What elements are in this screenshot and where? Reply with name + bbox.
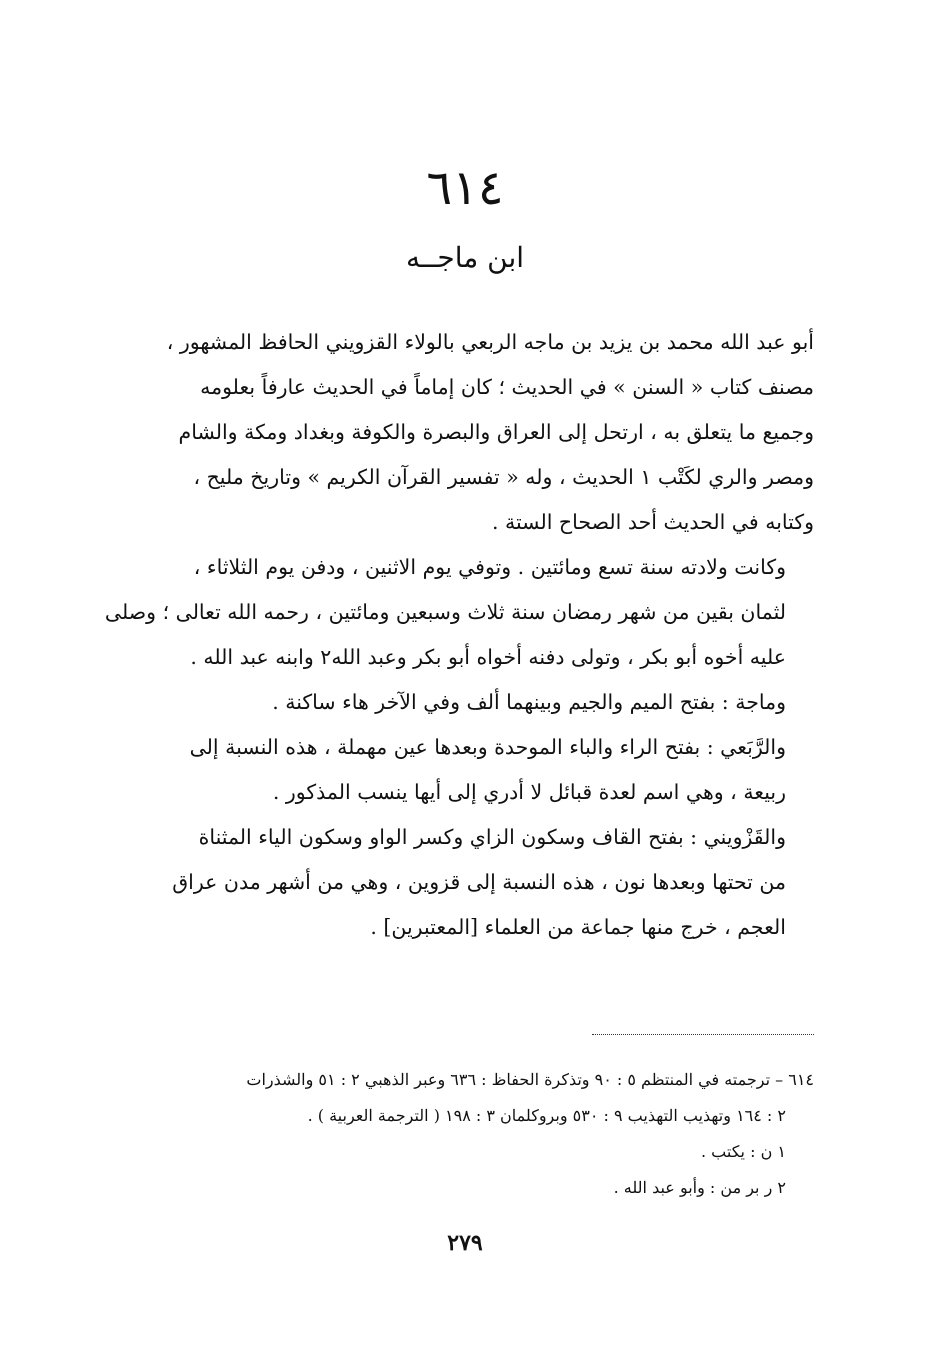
paragraph-qazwini (118, 815, 814, 950)
text-line: والقَزْويني : بفتح القاف وسكون الزاي وكسر الواو وسكون الياء المثناة (198, 825, 786, 849)
paragraph-birth-death (104, 545, 814, 680)
footnote-sources-continued: ٢ : ١٦٤ وتهذيب التهذيب ٩ : ٥٣٠ وبروكلمان ٣ : ١٩٨ ( الترجمة العربية ) . (307, 1106, 786, 1125)
text-line: لثمان بقين من شهر رمضان سنة ثلاث وسبعين ومائتين ، رحمه الله تعالى ؛ وصلى (104, 600, 786, 624)
body-text (104, 320, 814, 950)
footnote-2: ٢ ر بر من : وأبو عبد الله . (613, 1178, 786, 1197)
text-line: أبو عبد الله محمد بن يزيد بن ماجه الربعي بالولاء القزويني الحافظ المشهور ، (166, 330, 814, 354)
text-line: وكتابه في الحديث أحد الصحاح الستة . (491, 510, 814, 534)
entry-title: ابن ماجــه (405, 241, 525, 274)
text-line: ومصر والري لكَتْب ١ الحديث ، وله « تفسير القرآن الكريم » وتاريخ مليح ، (193, 465, 814, 489)
text-line: العجم ، خرج منها جماعة من العلماء [المعتبرين] . (370, 915, 786, 939)
footnote-divider (592, 1034, 814, 1035)
paragraph-biography (118, 320, 814, 545)
text-line: وكانت ولادته سنة تسع ومائتين . وتوفي يوم الاثنين ، ودفن يوم الثلاثاء ، (193, 555, 786, 579)
page-number: ٢٧٩ (447, 1230, 483, 1256)
paragraph-rabai (118, 725, 814, 815)
text-line: والرَّبَعي : بفتح الراء والباء الموحدة وبعدها عين مهملة ، هذه النسبة إلى (189, 735, 786, 759)
text-line: وجميع ما يتعلق به ، ارتحل إلى العراق والبصرة والكوفة وبغداد ومكة والشام (178, 420, 814, 444)
footnotes (110, 1062, 814, 1206)
entry-number: ٦١٤ (426, 160, 504, 216)
text-line: ربيعة ، وهي اسم لعدة قبائل لا أدري إلى أيها ينسب المذكور . (272, 780, 786, 804)
text-line: مصنف كتاب « السنن » في الحديث ؛ كان إماماً في الحديث عارفاً بعلومه (200, 375, 814, 399)
footnote-1: ١ ن : يكتب . (701, 1142, 786, 1161)
text-line: من تحتها وبعدها نون ، هذه النسبة إلى قزوين ، وهي من أشهر مدن عراق (172, 870, 786, 894)
paragraph-majah (118, 680, 814, 725)
text-line: وماجة : بفتح الميم والجيم وبينهما ألف وفي الآخر هاء ساكنة . (272, 690, 786, 714)
footnote-sources: ٦١٤ – ترجمته في المنتظم ٥ : ٩٠ وتذكرة الحفاظ : ٦٣٦ وعبر الذهبي ٢ : ٥١ والشذرات (246, 1070, 814, 1089)
text-line: عليه أخوه أبو بكر ، وتولى دفنه أخواه أبو بكر وعبد الله٢ وابنه عبد الله . (190, 645, 786, 669)
